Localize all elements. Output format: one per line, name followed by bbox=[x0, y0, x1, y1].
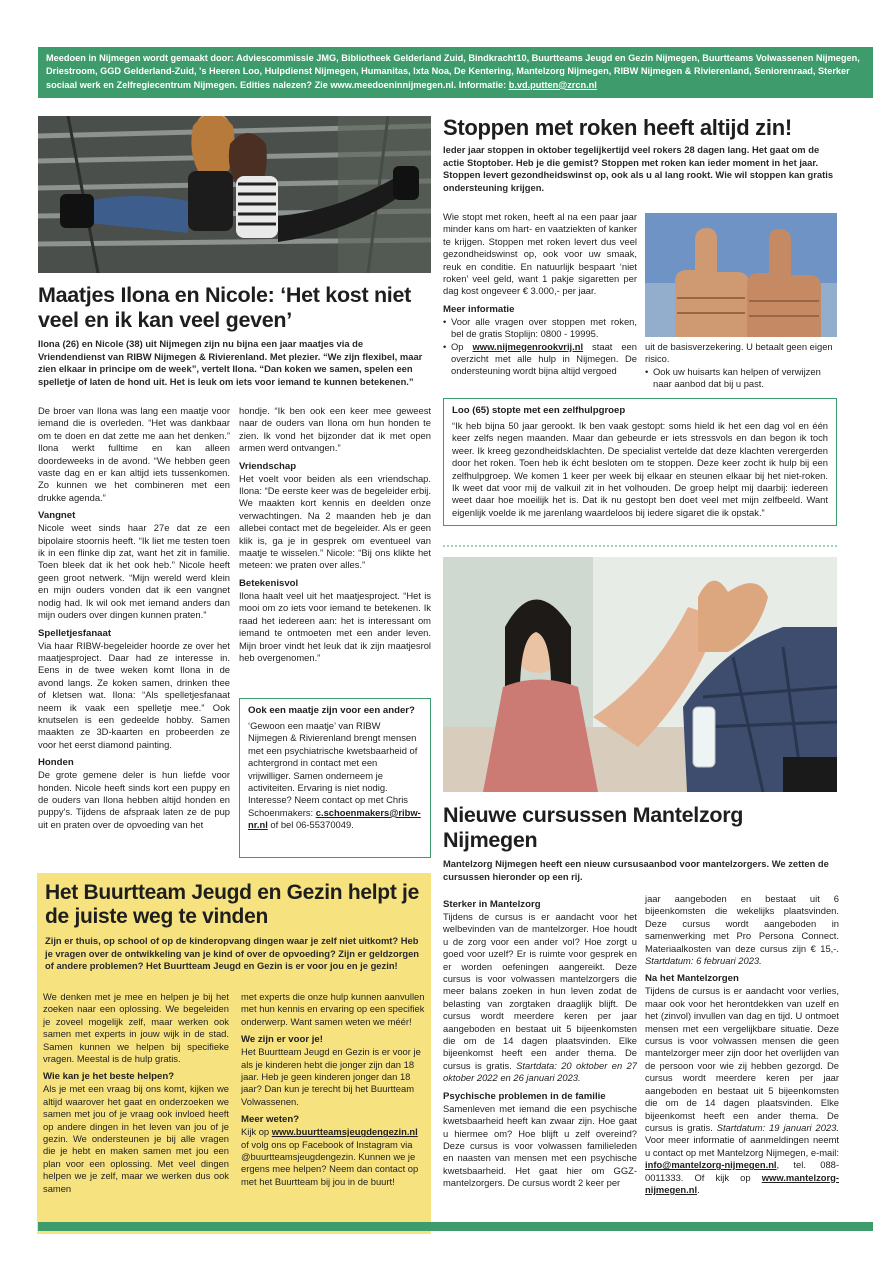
roken-column-1 bbox=[443, 211, 637, 378]
masthead-bar bbox=[38, 47, 873, 98]
huisarts-item: • Ook uw huisarts kan helpen of verwijzen naar aanbod dat bij u past. bbox=[645, 366, 839, 391]
maatjes-intro: De broer van Ilona was lang een maatje voor iemand die is overleden. “Het was dankbaar om te doen en dat zette me aan het denken.” Ilona werkt fulltime en kan alleen doordeweeks in de avond. “We hebben geen vaste dag en er kan altijd iets tussenkomen. Zo kunnen we het combineren met een drukke agenda.” bbox=[38, 405, 230, 503]
stoplijn-item: • Voor alle vragen over stoppen met roken, bel de gratis Stoplijn: 0800 - 19995. bbox=[443, 316, 637, 341]
heading-honden: Honden bbox=[38, 757, 74, 769]
loo-quote-box bbox=[443, 398, 837, 526]
heading-betekenisvol: Betekenisvol bbox=[239, 577, 299, 589]
buurtteam-column-1 bbox=[43, 991, 229, 1195]
text-honden: De grote gemene deler is hun liefde voor honden. Nicole heeft sinds kort een puppy en de ouders van Ilona hebben altijd honden en puppy's. Tijdens de afspraak laten ze de pup uit en praten over de opvoeding van het bbox=[38, 769, 230, 830]
text-psychische: Samenleven met iemand die een psychische kwetsbaarheid heeft kan zwaar zijn. Hoe gaat u hiermee om? Hoe blijft u zelf overeind? Deze cursus is voor volwassen familieleden en naasten van mensen met een psychische kwetsbaarheid. Het gaat hier om GGZ-mantelzorgers. De cursus wordt 2 keer per bbox=[443, 1102, 637, 1189]
sterker-dates: Startdata: 20 oktober en 27 oktober 2022 en 26 januari 2023. bbox=[443, 1059, 638, 1084]
heading-vangnet: Vangnet bbox=[38, 510, 76, 522]
psychische-date: Startdatum: 6 februari 2023. bbox=[645, 955, 762, 967]
roken-info-list-2 bbox=[645, 366, 839, 391]
roken-lead: Ieder jaar stoppen in oktober tegelijkertijd veel rokers 28 dagen lang. Het gaat om de actie Stoptober. Heb je die gemist? Stoppen met roken kan ieder moment in het jaar. Stoppen levert gezondheidswinst op, ook als u al lang rookt. Wie wil stoppen kan gratis ondersteuning krijgen. bbox=[443, 144, 834, 193]
na-date: Startdatum: 19 januari 2023. bbox=[716, 1121, 839, 1133]
maatje-info-box bbox=[239, 698, 431, 858]
rookvrij-item: • Op www.nijmegenrookvrij.nl staat een overzicht met alle hulp in Nijmegen. De ondersteuning wordt bijna altijd vergoed bbox=[443, 341, 637, 378]
heading-spelletjesfanaat: Spelletjesfanaat bbox=[38, 627, 112, 639]
text-vangnet: Nicole weet sinds haar 27e dat ze een bipolaire stoornis heeft. “Ik liet me testen toen ik in een flinke dip zat, want het zit in familie. Toen bleek dat ik het ook heb.” Nicole heeft geen groot netwerk. “Mijn wereld werd klein en mijn ouders vonden dat ik een vangnet nodig had. Ik wil ook met iemand anders dan mijn ouders over dingen kunnen praten.” bbox=[38, 522, 230, 621]
loo-box-text: “Ik heb bijna 50 jaar gerookt. Ik ben vaak gestopt: soms hield ik het een dag vol en één keer zelfs negen maanden. Maar dan gebeurde er iets stressvols en dan begon ik toch weer. Ik kreeg gezondheidsklachten. De specialist vertelde dat deze klachten verergerden door het roken. Toen heb ik écht besloten om te stoppen. Deze keer zocht ik hulp bij een zelfhulpgroep. We komen 1 keer per week bij elkaar en steunen elkaar bij het niet-roken. Ik weet dat voor mij de valkuil zit in het volhouden. De groep helpt mij daarbij: iedereen weet daar hoe moeilijk het is. Dat ik nu gestopt ben doet veel met mijn zelfbeeld. Want eigenlijk voelde ik me jarenlang waardeloos bij iedere sigaret die ik opstak.” bbox=[452, 420, 828, 518]
heading-wie-helpen: Wie kan je het beste helpen? bbox=[43, 1071, 175, 1083]
buurtteam-title: Het Buurtteam Jeugd en Gezin helpt je de juiste weg te vinden bbox=[45, 881, 419, 928]
maatjes-column-2 bbox=[239, 405, 431, 664]
text-spelletjesfanaat: Via haar RIBW-begeleider hoorde ze over het maatjesproject. Daar had ze interesse in. Eens in de twee weken komt Ilona in de avond langs. Ze koken samen, drinken thee of kletsen wat. Ilona: “Als spelletjesfanaat neem ik vaak een spelletje mee.” Ook knutselen is een gedeelde hobby. Samen maakten ze 3D-kaarten en probeerden ze voor het eerst diamond painting. bbox=[38, 639, 230, 750]
heading-psychische: Psychische problemen in de familie bbox=[443, 1090, 606, 1102]
footer-bar bbox=[38, 1222, 873, 1231]
roken-vergoeding: uit de basisverzekering. U betaalt geen eigen risico. bbox=[645, 341, 833, 365]
masthead-text: Meedoen in Nijmegen wordt gemaakt door: Adviescommissie JMG, Bibliotheek Gelderland Zuid, Bindkracht10, Buurtteams Jeugd en Gezin Nijmegen, Buurtteams Volwassenen Nijmegen, Driestroom, GGD Gelderland-Zuid, 's Heeren Loo, Hulpdienst Nijmegen, Humanitas, Ixta Noa, De Kentering, Mantelzorg Nijmegen, RIBW Nijmegen & Rivierenland, Seniorenraad, Sterker sociaal werk en Zelfregiecentrum Nijmegen. Edities nalezen? Zie www.meedoeninnijmegen.nl. Informatie: bbox=[46, 53, 860, 90]
mantelzorg-column-2 bbox=[645, 893, 839, 1196]
buurtteam-intro: We denken met je mee en helpen je bij het zoeken naar een oplossing. We begeleiden je zoveel mogelijk zelf, maar werken ook samen met experts in jouw wijk in de stad. Samen kunnen we helpen bij specifieke vragen. Meestal is de hulp gratis. bbox=[43, 991, 229, 1065]
photo-ilona-nicole bbox=[38, 116, 431, 273]
photo-high-five bbox=[443, 557, 837, 792]
maatjes-column-1 bbox=[38, 405, 230, 831]
mantelzorg-column-1 bbox=[443, 893, 637, 1190]
maatje-email-link[interactable]: c.schoenmakers@ribw-nr.nl bbox=[248, 806, 421, 831]
heading-vriendschap: Vriendschap bbox=[239, 460, 297, 472]
text-betekenisvol: Ilona haalt veel uit het maatjesproject. “Het is mooi om zo iets voor iemand te betekenen. Ik raad het iedereen aan: het is interessant om iemand te ontmoeten met een ander leven. Mijn broer vindt het leuk dat ik zijn maatjesrol heb overgenomen.” bbox=[239, 589, 431, 663]
info-email-link[interactable]: b.vd.putten@zrcn.nl bbox=[508, 79, 597, 90]
roken-title: Stoppen met roken heeft altijd zin! bbox=[443, 115, 792, 140]
text-sterker: Tijdens de cursus is er aandacht voor het welbevinden van de mantelzorger. Hoe houdt u de zorg voor een ander vol? Hoe zorgt u goed voor uzelf? Er is ruimte voor gesprek en er worden oefeningen aangereikt. Deze cursus is voor volwassen mantelzorgers die meer balans zoeken in hun leven zodat de belasting van zorgtaken draaglijk blijft. De cursus wordt meerdere keren per jaar aangeboden en bestaat uit 5 bijeenkomsten die om de 14 dagen plaatsvinden. Elke bijeenkomst heeft een ander thema. De cursus is gratis. Startdata: 20 oktober en 27 oktober 2022 en 26 januari 2023. bbox=[443, 911, 638, 1084]
roken-column-2 bbox=[645, 341, 839, 391]
buurtteam-website-link[interactable]: www.buurtteamsjeugdengezin.nl bbox=[271, 1126, 418, 1138]
maatjes-lead: Ilona (26) en Nicole (38) uit Nijmegen zijn nu bijna een jaar maatjes via de Vriendendienst van RIBW Nijmegen & Rivierenland. Met plezier. “We zijn flexibel, maar zien elkaar in principe om de week”, vertelt Ilona. “Dan koken we samen, spelen een spelletje of laten de hond uit. Het is leuk om iets voor iemand te kunnen betekenen.” bbox=[38, 338, 423, 387]
section-divider bbox=[443, 545, 837, 547]
buurtteam-col2-intro: met experts die onze hulp kunnen aanvullen met hun kennis en ervaring op een specifiek onderwerp. Want samen weten we méér! bbox=[241, 991, 425, 1027]
buurtteam-column-2 bbox=[241, 991, 427, 1188]
mantelzorg-title: Nieuwe cursussen Mantelzorg Nijmegen bbox=[443, 803, 744, 852]
text-wie-helpen: Als je met een vraag bij ons komt, kijken we altijd waarover het gaat en onderzoeken we samen met jou of je vraag ook invloed heeft op andere dingen in het leven van jou of je gezin. We ondersteunen je bij alle vragen die je hebt en maken samen met jou een plan voor een oplossing. Met veel dingen helpen we je zelf, maar we werken dus ook samen bbox=[43, 1083, 229, 1194]
text-vriendschap: Het voelt voor beiden als een vriendschap. Ilona: “De eerste keer was de begeleider erbij. We maakten kort kennis en deelden onze verwachtingen. Na 2 maanden heb je dan allebei contact met de begeleider. Als er geen klik is, ga je in gesprek om eventueel van maatje te wisselen.” Nicole: “Bij ons klikte het meteen: we praten over alles.” bbox=[239, 472, 431, 571]
rookvrij-link[interactable]: www.nijmegenrookvrij.nl bbox=[472, 340, 584, 352]
loo-box-title: Loo (65) stopte met een zelfhulpgroep bbox=[452, 405, 626, 416]
maatje-box-title: Ook een maatje zijn voor een ander? bbox=[248, 705, 415, 716]
buurtteam-box bbox=[37, 873, 431, 1234]
text-meer-weten: Kijk op www.buurtteamsjeugdengezin.nl of volg ons op Facebook of Instagram via @buurtteamsjeugdengezin. Kunnen we je ergens mee helpen? Neem dan contact op met het Buurtteam bij jou in de buurt! bbox=[241, 1126, 419, 1187]
text-na-mantelzorgen: Tijdens de cursus is er aandacht voor verlies, maar ook voor het herontdekken van uzelf en het (zinvol) invullen van dag en tijd. U ontmoet mensen met een vergelijkbare situatie. Deze cursus is voor volwassen mensen die geen mantelzorger meer zijn door het overlijden van de persoon voor wie zij hebben gezorgd. De cursus wordt meerdere keren per jaar aangeboden en bestaat uit 5 bijeenkomsten die om de 14 dagen plaatsvinden. Elke bijeenkomst heeft een ander thema. De cursus is gratis. Startdatum: 19 januari 2023. Voor meer informatie of aanmeldingen neemt u contact op met Mantelzorg Nijmegen, e-mail: info@mantelzorg-nijmegen.nl, tel. 088-0011333. Of kijk op www.mantelzorg-nijmegen.nl. bbox=[645, 985, 839, 1195]
mantelzorg-lead: Mantelzorg Nijmegen heeft een nieuw cursusaanbod voor mantelzorgers. We zetten de cursussen hieronder op een rij. bbox=[443, 858, 829, 882]
maatje-box-text: ‘Gewoon een maatje’ van RIBW Nijmegen & Rivierenland brengt mensen met een psychiatrische kwetsbaarheid of achtergrond in contact met een vrijwilliger. Samen onderneem je activiteiten. Ervaring is niet nodig. Interesse? Neem contact op met Chris Schoenmakers: c.schoenmakers@ribw-nr.nl of bel 06-55370049. bbox=[248, 720, 421, 831]
buurtteam-lead: Zijn er thuis, op school of op de kinderopvang dingen waar je zelf niet uitkomt? Heb je vragen over de ontwikkeling van je kind of over de opvoeding? Zijn er geldzorgen of andere problemen? Het Buurtteam Jeugd en Gezin is er voor jou en je gezin! bbox=[45, 935, 420, 972]
mantelzorg-website-link[interactable]: www.mantelzorg-nijmegen.nl bbox=[645, 1171, 839, 1195]
maatjes-col2-intro: hondje. “Ik ben ook een keer mee geweest naar de ouders van Ilona om hun honden te zien. Ik vond het bijzonder dat ik met open armen werd ontvangen.” bbox=[239, 405, 431, 454]
heading-zijn-er-voor-je: We zijn er voor je! bbox=[241, 1034, 323, 1046]
roken-info-list bbox=[443, 316, 637, 378]
mantelzorg-email-link[interactable]: info@mantelzorg-nijmegen.nl bbox=[645, 1159, 777, 1171]
heading-na-mantelzorgen: Na het Mantelzorgen bbox=[645, 973, 739, 985]
photo-thumbs-up bbox=[645, 213, 837, 337]
heading-meer-weten: Meer weten? bbox=[241, 1114, 300, 1126]
maatjes-title: Maatjes Ilona en Nicole: ‘Het kost niet veel en ik kan veel geven’ bbox=[38, 283, 412, 332]
roken-body: Wie stopt met roken, heeft al na een paar jaar minder kans om hart- en vaatziekten of kanker te krijgen. Stoppen met roken levert dus veel gezondheidswinst op, ook voor uw smaak, reuk en conditie. En natuurlijk bespaart ‘niet roken’ veel geld, want 1 pakje sigaretten per dag kost ongeveer € 3.000,- per jaar. bbox=[443, 211, 637, 297]
text-psychische-vervolg: jaar aangeboden en bestaat uit 6 bijeenkomsten die wekelijks plaatsvinden. Deze cursus wordt aangeboden in samenwerking met Pro Persona Connect. Materiaalkosten van deze cursus zijn € 15,-. Startdatum: 6 februari 2023. bbox=[645, 893, 839, 967]
heading-meer-informatie: Meer informatie bbox=[443, 303, 515, 315]
heading-sterker: Sterker in Mantelzorg bbox=[443, 899, 541, 910]
text-zijn-er-voor-je: Het Buurtteam Jeugd en Gezin is er voor je als je kinderen hebt die jonger zijn dan 18 jaar. Heb je geen kinderen jonger dan 18 jaar? Dan kun je terecht bij het Buurtteam Volwassenen. bbox=[241, 1046, 421, 1107]
